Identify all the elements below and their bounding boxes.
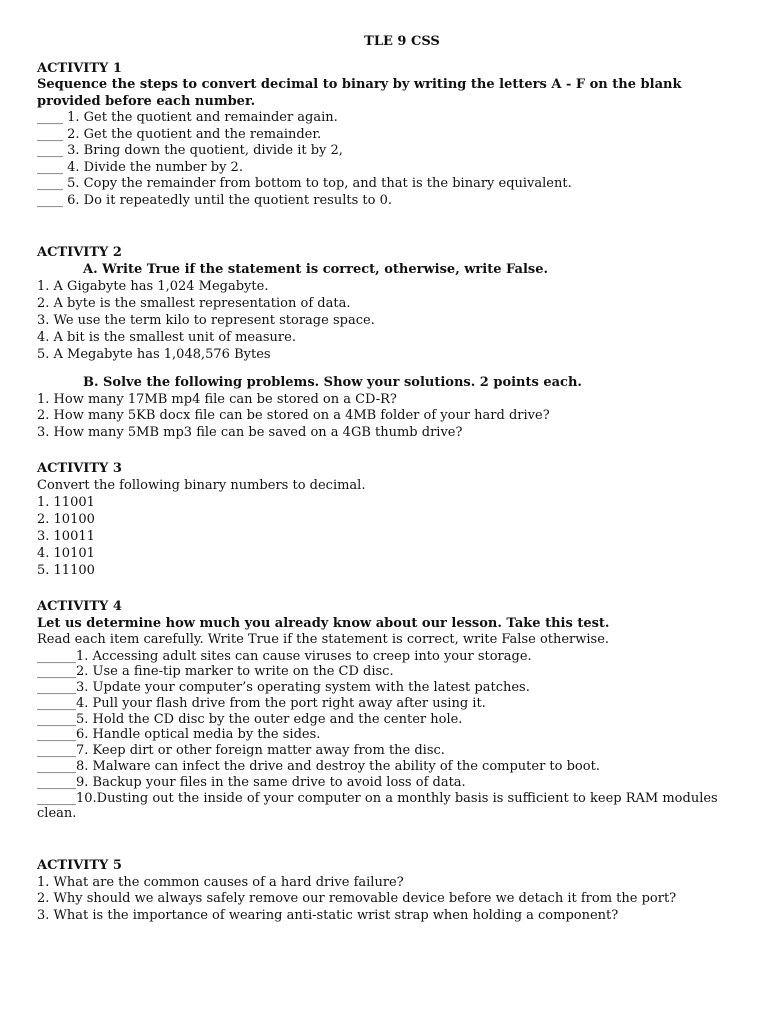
list-item: 1. 11001 (37, 495, 95, 510)
activity-2-part-a-instruction: A. Write True if the statement is correct, otherwise, write False. (83, 261, 549, 277)
activity-1-section (37, 61, 737, 210)
activity-1-heading: ACTIVITY 1 (37, 60, 122, 76)
activity-1-instruction: Sequence the steps to convert decimal to binary by writing the letters A - F on the blank provided before each number. (37, 77, 682, 109)
list-item: 1. A Gigabyte has 1,024 Megabyte. (37, 279, 269, 294)
list-item: ______3. Update your computer’s operating system with the latest patches. (37, 680, 530, 696)
list-item: ______5. Hold the CD disc by the outer edge and the center hole. (37, 711, 463, 727)
activity-2-part-b-instruction: B. Solve the following problems. Show your solutions. 2 points each. (83, 375, 582, 390)
list-item: ______2. Use a fine-tip marker to write on the CD disc. (37, 664, 394, 680)
list-item: ______9. Backup your files in the same drive to avoid loss of data. (37, 774, 466, 790)
list-item: 3. What is the importance of wearing anti-static wrist strap when holding a component? (37, 907, 619, 923)
activity-2-heading: ACTIVITY 2 (37, 245, 122, 260)
activity-1-list (37, 110, 737, 209)
worksheet-page (37, 34, 737, 924)
activity-4-heading: ACTIVITY 4 (37, 599, 122, 614)
list-item: 2. Why should we always safely remove our removable device before we detach it from the port? (37, 891, 677, 907)
activity-2-part-a-list (37, 278, 737, 363)
list-item: ______4. Pull your flash drive from the port right away after using it. (37, 695, 486, 711)
list-item: ______1. Accessing adult sites can cause viruses to creep into your storage. (37, 648, 532, 664)
list-item: 1. How many 17MB mp4 file can be stored on a CD-R? (37, 391, 397, 407)
list-item: ______6. Handle optical media by the sides. (37, 727, 321, 743)
list-item: ____ 1. Get the quotient and remainder again. (37, 110, 338, 125)
list-item: ______7. Keep dirt or other foreign matter away from the disc. (37, 743, 445, 759)
activity-4-bold-instruction: Let us determine how much you already know about our lesson. Take this test. (37, 615, 610, 631)
list-item: ____ 4. Divide the number by 2. (37, 159, 243, 175)
activity-4-section (37, 599, 737, 822)
list-item: ____ 2. Get the quotient and the remainder. (37, 126, 322, 142)
list-item: 3. We use the term kilo to represent storage space. (37, 313, 375, 328)
list-item: ____ 5. Copy the remainder from bottom to top, and that is the binary equivalent. (37, 176, 572, 191)
list-item: 2. How many 5KB docx file can be stored on a 4MB folder of your hard drive? (37, 408, 550, 423)
activity-5-section (37, 858, 737, 924)
page-title: TLE 9 CSS (364, 34, 440, 49)
activity-5-heading: ACTIVITY 5 (37, 858, 122, 874)
list-item: 4. 10101 (37, 546, 95, 561)
list-item: 2. A byte is the smallest representation of data. (37, 296, 351, 311)
list-item: ____ 6. Do it repeatedly until the quotient results to 0. (37, 192, 392, 208)
list-item: 5. 11100 (37, 563, 95, 578)
list-item: ____ 3. Bring down the quotient, divide it by 2, (37, 143, 343, 158)
list-item: ______10.Dusting out the inside of your computer on a monthly basis is sufficient to keep RAM modules clean. (37, 790, 722, 822)
activity-3-list (37, 494, 737, 579)
activity-4-instruction: Read each item carefully. Write True if the statement is correct, write False otherwise. (37, 632, 610, 647)
list-item: ______8. Malware can infect the drive and destroy the ability of the computer to boot. (37, 759, 600, 775)
activity-3-heading: ACTIVITY 3 (37, 461, 122, 476)
list-item: 3. How many 5MB mp3 file can be saved on a 4GB thumb drive? (37, 424, 463, 440)
list-item: 3. 10011 (37, 529, 95, 544)
activity-4-list (37, 649, 737, 823)
list-item: 4. A bit is the smallest unit of measure. (37, 330, 296, 345)
list-item: 5. A Megabyte has 1,048,576 Bytes (37, 347, 271, 362)
activity-3-instruction: Convert the following binary numbers to decimal. (37, 477, 366, 493)
list-item: 1. What are the common causes of a hard drive failure? (37, 874, 404, 890)
activity-2-part-b-list (37, 392, 737, 442)
activity-5-list (37, 875, 737, 925)
list-item: 2. 10100 (37, 512, 95, 527)
activity-2-section (37, 245, 737, 441)
activity-3-section (37, 461, 737, 579)
